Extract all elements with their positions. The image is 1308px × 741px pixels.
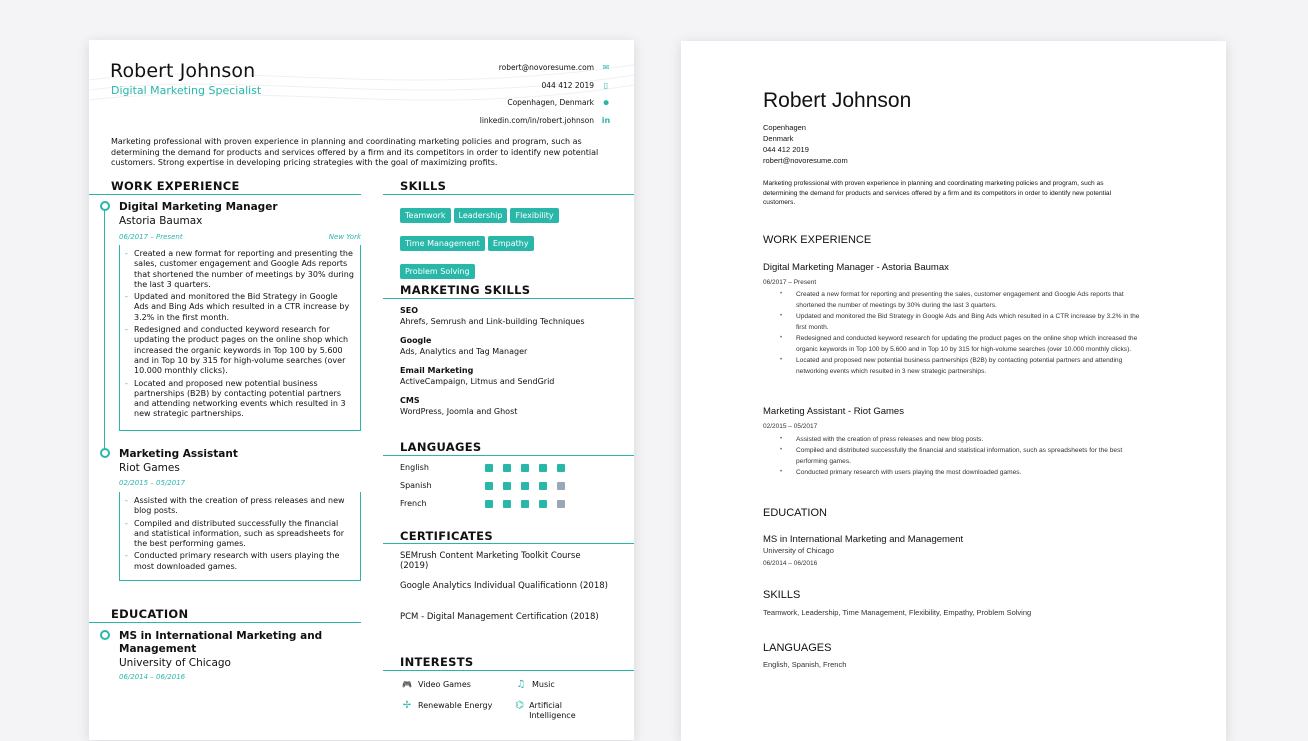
- skill-tag: Leadership: [454, 208, 508, 223]
- marketing-skill-detail: Ads, Analytics and Tag Manager: [400, 347, 528, 356]
- skills-heading: SKILLS: [763, 589, 801, 601]
- marketing-skills-heading: MARKETING SKILLS: [400, 283, 531, 297]
- work-experience-rule: [89, 194, 361, 195]
- marketing-skill-detail: WordPress, Joomla and Ghost: [400, 407, 518, 416]
- job-title: Digital Marketing Manager - Astoria Baumax: [763, 262, 949, 273]
- language-row: [400, 481, 600, 490]
- level-square-filled: [539, 464, 547, 472]
- level-square-filled: [539, 500, 547, 508]
- education-degree: MS in International Marketing and Management: [119, 630, 323, 655]
- contact-location-text: Copenhagen, Denmark: [507, 98, 594, 108]
- work-experience-heading: WORK EXPERIENCE: [111, 179, 240, 193]
- location-icon: ⬤: [603, 99, 609, 106]
- education-date: 06/2014 – 06/2016: [119, 673, 186, 681]
- music-icon: ♫: [516, 679, 526, 690]
- language-name: Spanish: [400, 481, 432, 490]
- interests-heading: INTERESTS: [400, 655, 474, 669]
- marketing-skill-detail: Ahrefs, Semrush and Link-building Techniques: [400, 317, 585, 326]
- level-square-empty: [557, 500, 565, 508]
- level-square-filled: [485, 500, 493, 508]
- level-square-empty: [557, 482, 565, 490]
- level-square-filled: [503, 500, 511, 508]
- list-item: • Assisted with the creation of press releases and new blog posts.: [796, 434, 1146, 445]
- interest-item: [400, 701, 492, 710]
- level-square-filled: [503, 482, 511, 490]
- list-item: - Created a new format for reporting and presenting the sales, customer engagement and Google Ads reports that shortened the number of meetings by 30% during the last 3 quarters.: [134, 249, 354, 290]
- marketing-skill: [400, 366, 554, 386]
- skill-tag: Problem Solving: [400, 264, 475, 279]
- list-item: - Located and proposed new potential business partnerships (B2B) by contacting potential partners and attending networking events which resulted in 3 new strategic partnerships.: [134, 379, 354, 420]
- contact-phone: 044 412 2019: [763, 145, 809, 154]
- timeline-dot: [100, 201, 110, 211]
- interest-item: [400, 680, 471, 689]
- skills-text: Teamwork, Leadership, Time Management, Flexibility, Empathy, Problem Solving: [763, 608, 1032, 617]
- marketing-skill-name: Google: [400, 336, 432, 345]
- language-row: [400, 463, 600, 472]
- timeline-line: [104, 208, 105, 453]
- certificate-item: SEMrush Content Marketing Toolkit Course (2019): [400, 551, 581, 571]
- language-level: [485, 482, 575, 490]
- wind-turbine-icon: ✢: [402, 700, 412, 711]
- linkedin-icon: in: [601, 115, 611, 125]
- job-bullets: [796, 289, 1146, 377]
- interest-label: Renewable Energy: [418, 701, 493, 710]
- language-level: [485, 500, 575, 508]
- list-item: - Conducted primary research with users playing the most downloaded games.: [134, 551, 354, 572]
- level-square-filled: [503, 464, 511, 472]
- interest-label: Artificial Intelligence: [529, 701, 576, 720]
- level-square-filled: [485, 464, 493, 472]
- education-heading: EDUCATION: [111, 607, 189, 621]
- contact-location: [480, 94, 611, 112]
- job-title: Digital Marketing Manager: [119, 201, 278, 213]
- list-item: - Redesigned and conducted keyword research for updating the product pages on the online shop which increased the organic keywords in Top 100 by 5.600 and in Top 10 by 315 for high-volume searches (over 10.000 monthly clicks).: [134, 325, 354, 376]
- certificate-item: Google Analytics Individual Qualificationn (2018): [400, 581, 608, 591]
- work-experience-heading: WORK EXPERIENCE: [763, 234, 872, 246]
- contact-email: [480, 59, 611, 77]
- interest-item: [514, 701, 594, 720]
- job-title: Marketing Assistant: [119, 448, 238, 460]
- marketing-skill: [400, 306, 584, 326]
- languages-text: English, Spanish, French: [763, 660, 847, 669]
- certificate-item: PCM - Digital Management Certification (2018): [400, 612, 599, 622]
- list-item: - Compiled and distributed successfully the financial and statistical information, such as spreadsheets for the best performing games.: [134, 519, 354, 550]
- contact-email-text: robert@novoresume.com: [498, 63, 594, 73]
- level-square-filled: [521, 482, 529, 490]
- marketing-skill-name: SEO: [400, 306, 419, 315]
- marketing-skill-name: Email Marketing: [400, 366, 474, 375]
- resume-name: Robert Johnson: [110, 60, 256, 82]
- language-name: English: [400, 463, 429, 472]
- timeline-dot: [100, 448, 110, 458]
- contact-phone: [480, 77, 611, 95]
- list-item: • Conducted primary research with users playing the most downloaded games.: [796, 467, 1146, 478]
- resume-name: Robert Johnson: [763, 89, 912, 112]
- job-bullets: [119, 492, 361, 581]
- interests-rule: [383, 670, 634, 671]
- job-date: 02/2015 – 05/2017: [119, 479, 186, 487]
- education-school: University of Chicago: [119, 657, 231, 669]
- certificates-heading: CERTIFICATES: [400, 529, 493, 543]
- contact-phone-text: 044 412 2019: [541, 80, 594, 90]
- language-level: [485, 464, 575, 472]
- list-item: • Updated and monitored the Bid Strategy in Google Ads and Bing Ads which resulted in a CTR increase by 3.2% in the first month.: [796, 311, 1146, 333]
- certificates-rule: [383, 543, 634, 544]
- email-icon: ✉: [602, 63, 610, 73]
- phone-icon: ▯: [603, 80, 609, 90]
- education-heading: EDUCATION: [763, 507, 827, 519]
- education-date: 06/2014 – 06/2016: [763, 560, 818, 567]
- contact-linkedin-text: linkedin.com/in/robert.johnson: [479, 115, 594, 125]
- job-date: 02/2015 – 05/2017: [763, 423, 818, 430]
- job-location: New York: [328, 233, 361, 241]
- job-date: 06/2017 – Present: [119, 233, 183, 241]
- list-item: - Assisted with the creation of press releases and new blog posts.: [134, 496, 354, 517]
- resume-job-title: Digital Marketing Specialist: [111, 84, 262, 97]
- level-square-filled: [557, 464, 565, 472]
- contact-email: robert@novoresume.com: [763, 156, 848, 165]
- skill-tag: Time Management: [400, 236, 485, 251]
- job-company: Astoria Baumax: [119, 215, 203, 227]
- list-item: • Created a new format for reporting and presenting the sales, customer engagement and Google Ads reports that shortened the number of meetings by 30% during the last 3 quarters.: [796, 289, 1146, 311]
- education-degree: MS in International Marketing and Management: [763, 534, 964, 545]
- list-item: - Updated and monitored the Bid Strategy in Google Ads and Bing Ads which resulted in a CTR increase by 3.2% in the first month.: [134, 292, 354, 323]
- contact-block: [480, 59, 611, 129]
- skill-tag: Empathy: [488, 236, 534, 251]
- level-square-filled: [521, 464, 529, 472]
- contact-country: Denmark: [763, 134, 794, 143]
- gamepad-icon: 🎮: [402, 680, 412, 689]
- contact-city: Copenhagen: [763, 123, 806, 132]
- list-item: • Redesigned and conducted keyword research for updating the product pages on the online shop which increased the organic keywords in Top 100 by 5.600 and in Top 10 by 315 for high-volume searches (over 10.000 monthly clicks).: [796, 333, 1146, 355]
- job-date: 06/2017 – Present: [763, 279, 817, 286]
- languages-heading: LANGUAGES: [400, 440, 482, 454]
- contact-linkedin: [480, 112, 611, 130]
- interest-label: Video Games: [418, 680, 471, 689]
- job-title: Marketing Assistant - Riot Games: [763, 406, 904, 417]
- marketing-skill: [400, 336, 527, 356]
- timeline-dot: [100, 630, 110, 640]
- list-item: • Compiled and distributed successfully the financial and statistical information, such as spreadsheets for the best performing games.: [796, 445, 1146, 467]
- interest-label: Music: [532, 680, 555, 689]
- job-bullets: [119, 245, 361, 431]
- level-square-filled: [485, 482, 493, 490]
- skills-heading: SKILLS: [400, 179, 447, 193]
- marketing-skill: [400, 396, 517, 416]
- interest-item: [514, 680, 555, 689]
- language-row: [400, 499, 600, 508]
- languages-heading: LANGUAGES: [763, 642, 832, 654]
- languages-rule: [383, 455, 634, 456]
- skill-tag: Teamwork: [400, 208, 451, 223]
- level-square-filled: [539, 482, 547, 490]
- marketing-skill-detail: ActiveCampaign, Litmus and SendGrid: [400, 377, 555, 386]
- language-name: French: [400, 499, 427, 508]
- skills-rule: [383, 194, 634, 195]
- job-company: Riot Games: [119, 462, 180, 474]
- list-item: • Located and proposed new potential business partnerships (B2B) by contacting potential partners and attending networking events which resulted in 3 new strategic partnerships.: [796, 355, 1146, 377]
- skill-tag: Flexibility: [510, 208, 558, 223]
- ai-icon: ⌬: [515, 700, 524, 711]
- marketing-skills-rule: [383, 298, 634, 299]
- marketing-skill-name: CMS: [400, 396, 420, 405]
- modern-resume-page: [89, 40, 634, 740]
- skills-tags: [400, 203, 600, 287]
- education-rule: [89, 622, 361, 623]
- plain-resume-page: [681, 41, 1226, 741]
- job-bullets: [796, 434, 1146, 478]
- summary: Marketing professional with proven experience in planning and coordinating marketing policies and program, such as determining the demand for products and services offered by a firm and its competitors in order to identify new potential customers.: [763, 180, 1112, 206]
- education-school: University of Chicago: [763, 546, 834, 555]
- level-square-filled: [521, 500, 529, 508]
- summary: Marketing professional with proven experience in planning and coordinating marketing policies and program, such as determining the demand for products and services offered by a firm and its competitors in order to identify new potential customers. Strong expertise in developing pricing strategies with the goal of maximizing profits.: [111, 137, 599, 167]
